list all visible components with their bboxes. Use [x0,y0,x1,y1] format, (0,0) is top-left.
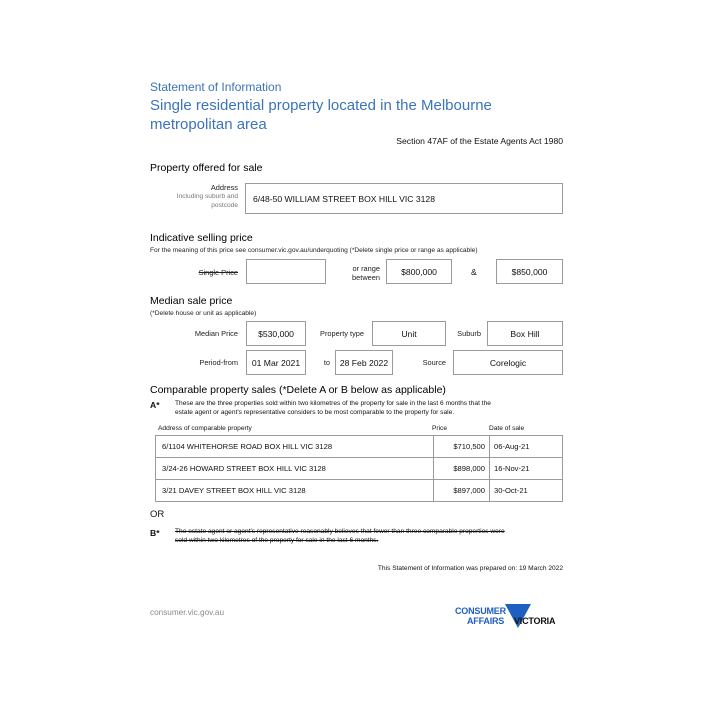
logo-text-affairs: AFFAIRS [467,616,505,626]
range-label-1: or range [352,264,380,273]
comparable-price: $898,000 [434,458,490,480]
table-row [156,436,563,458]
median-price-value: $530,000 [258,328,294,339]
statement-kicker: Statement of Information [150,80,282,94]
comparable-address: 6/1104 WHITEHORSE ROAD BOX HILL VIC 3128 [156,436,434,458]
property-heading: Property offered for sale [150,162,263,174]
range-low-field [386,259,452,284]
median-price-label: Median Price [194,329,238,338]
period-from-field [246,350,306,375]
comparable-date: 06-Aug-21 [490,436,563,458]
or-separator: OR [150,509,165,520]
page-title-line2: metropolitan area [150,116,267,133]
option-a-marker: A* [150,400,160,410]
col-header-price: Price [432,425,448,432]
address-label: Address [210,183,238,192]
footer-url: consumer.vic.gov.au [150,608,225,617]
property-type-label: Property type [320,329,364,338]
suburb-field [487,321,563,346]
property-type-value: Unit [401,328,417,339]
table-row [156,458,563,480]
option-a-text-1: These are the three properties sold within two kilometres of the property for sale in the last 6 months that the [175,400,491,407]
comparable-price: $897,000 [434,480,490,502]
range-low-value: $800,000 [401,266,437,277]
consumer-affairs-victoria-logo [455,604,565,636]
comparable-date: 16-Nov-21 [490,458,563,480]
source-label: Source [422,358,446,367]
logo-text-consumer: CONSUMER [455,606,506,616]
option-a-text-2: estate agent or agent's representative considers to be most comparable to the property for sale. [175,409,455,416]
period-to-label: to [323,358,330,367]
median-heading: Median sale price [150,295,233,307]
option-b-text-2: sold within two kilometres of the property for sale in the last 6 months. [175,537,379,544]
col-header-address: Address of comparable property [158,425,252,432]
period-from-label: Period-from [199,358,238,367]
comparable-table [155,435,563,502]
comparable-address: 3/21 DAVEY STREET BOX HILL VIC 3128 [156,480,434,502]
suburb-label: Suburb [457,329,481,338]
period-to-value: 28 Feb 2022 [339,357,389,368]
logo-text-victoria: VICTORIA [514,616,556,626]
property-type-field [372,321,446,346]
page-title-line1: Single residential property located in the Melbourne [150,97,492,114]
median-price-field [246,321,306,346]
address-sublabel-2: postcode [211,202,238,209]
indicative-heading: Indicative selling price [150,232,253,244]
prepared-date: This Statement of Information was prepared on: 19 March 2022 [377,565,563,572]
source-field [453,350,563,375]
col-header-date: Date of sale [489,425,525,432]
range-high-value: $850,000 [511,266,548,277]
table-row [156,480,563,502]
range-high-field [496,259,563,284]
comparable-date: 30-Oct-21 [490,480,563,502]
indicative-note: For the meaning of this price see consumer.vic.gov.au/underquoting (*Delete single price or range as applicable) [150,247,478,254]
range-label-2: between [352,273,380,282]
address-value: 6/48-50 WILLIAM STREET BOX HILL VIC 3128 [253,193,435,204]
address-sublabel-1: Including suburb and [176,193,238,200]
comparable-price: $710,500 [434,436,490,458]
period-to-field [335,350,393,375]
option-b-text-1: The estate agent or agent's representative reasonably believes that fewer than three comparable properties were [175,528,505,535]
range-ampersand: & [471,267,477,277]
single-price-field [246,259,326,284]
comparable-address: 3/24-26 HOWARD STREET BOX HILL VIC 3128 [156,458,434,480]
single-price-label: Single Price [198,268,238,277]
address-field [245,183,563,214]
period-from-value: 01 Mar 2021 [251,357,301,368]
option-b-marker: B* [150,528,160,538]
source-value: Corelogic [489,357,527,368]
median-note: (*Delete house or unit as applicable) [150,310,257,317]
suburb-value: Box Hill [510,328,540,339]
act-reference: Section 47AF of the Estate Agents Act 1980 [396,136,563,146]
comparable-heading: Comparable property sales (*Delete A or B below as applicable) [150,384,446,396]
